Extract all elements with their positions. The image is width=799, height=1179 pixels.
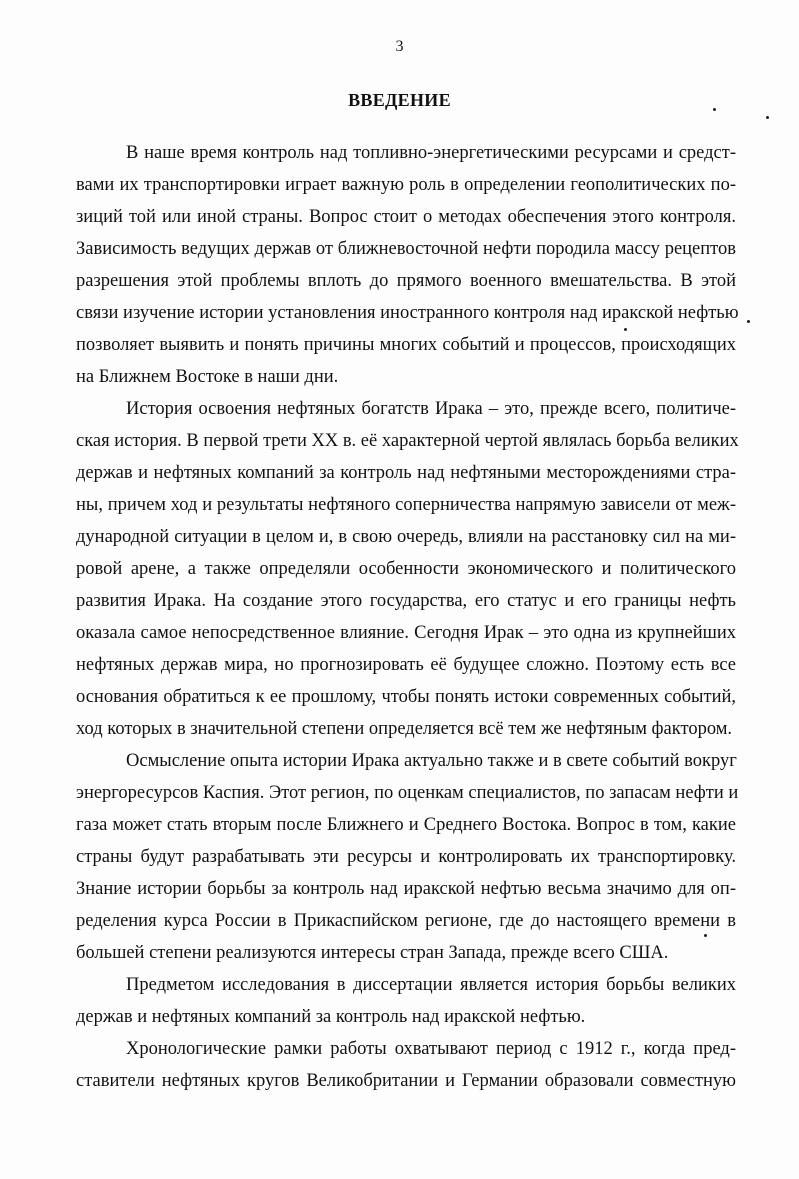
text-line: Предметом исследования в диссертации является история борьбы великих — [126, 975, 736, 995]
text-line: Осмысление опыта истории Ирака актуально также и в свете событий вокруг — [126, 751, 737, 771]
text-line: держав и нефтяных компаний за контроль над иракской нефтью. — [76, 1007, 586, 1027]
section-heading: ВВЕДЕНИЕ — [348, 90, 451, 110]
text-line: ны, причем ход и результаты нефтяного соперничества напрямую зависели от меж- — [76, 495, 736, 515]
text-line: вами их транспортировки играет важную роль в определении геополитических по- — [76, 175, 736, 195]
text-line: большей степени реализуются интересы стран Запада, прежде всего США. — [76, 943, 669, 963]
text-line: ровой арене, а также определяли особенности экономического и политического — [76, 559, 736, 579]
text-line: энергоресурсов Каспия. Этот регион, по оценкам специалистов, по запасам нефти и — [76, 783, 739, 803]
text-line: нефтяных держав мира, но прогнозировать её будущее сложно. Поэтому есть все — [76, 655, 736, 675]
text-line: История освоения нефтяных богатств Ирака – это, прежде всего, политиче- — [126, 399, 736, 419]
text-line: разрешения этой проблемы вплоть до прямого военного вмешательства. В этой — [76, 271, 736, 291]
text-line: основания обратиться к ее прошлому, чтобы понять истоки современных событий, — [76, 687, 736, 707]
text-line: Знание истории борьбы за контроль над иракской нефтью весьма значимо для оп- — [76, 879, 736, 899]
scan-speck — [704, 934, 707, 937]
text-line: ход которых в значительной степени определяется всё тем же нефтяным фактором. — [76, 719, 733, 739]
text-line: дународной ситуации в целом и, в свою очередь, влияли на расстановку сил на ми- — [76, 527, 736, 547]
scan-speck — [766, 116, 769, 119]
text-line: ская история. В первой трети XX в. её характерной чертой являлась борьба великих — [76, 431, 739, 451]
text-line: Хронологические рамки работы охватывают период с 1912 г., когда пред- — [126, 1039, 736, 1059]
scan-speck — [747, 320, 750, 323]
text-line: связи изучение истории установления иностранного контроля над иракской нефтью — [76, 303, 739, 323]
text-line: В наше время контроль над топливно-энергетическими ресурсами и средст- — [126, 143, 736, 163]
text-line: на Ближнем Востоке в наши дни. — [76, 367, 339, 387]
text-line: позволяет выявить и понять причины многих событий и процессов, происходящих — [76, 335, 736, 355]
text-line: газа может стать вторым после Ближнего и Среднего Востока. Вопрос в том, какие — [76, 815, 736, 835]
text-line: держав и нефтяных компаний за контроль над нефтяными месторождениями стра- — [76, 463, 736, 483]
scan-speck — [624, 328, 627, 331]
text-line: оказала самое непосредственное влияние. Сегодня Ирак – это одна из крупнейших — [76, 623, 736, 643]
text-line: ставители нефтяных кругов Великобритании и Германии образовали совместную — [76, 1071, 736, 1091]
text-line: зиций той или иной страны. Вопрос стоит о методах обеспечения этого контроля. — [76, 207, 736, 227]
page-number: 3 — [395, 38, 404, 55]
text-line: страны будут разрабатывать эти ресурсы и контролировать их транспортировку. — [76, 847, 736, 867]
text-line: Зависимость ведущих держав от ближневосточной нефти породила массу рецептов — [76, 239, 736, 259]
scan-speck — [713, 108, 716, 111]
text-line: развития Ирака. На создание этого государства, его статус и его границы нефть — [76, 591, 736, 611]
text-line: ределения курса России в Прикаспийском регионе, где до настоящего времени в — [76, 911, 736, 931]
